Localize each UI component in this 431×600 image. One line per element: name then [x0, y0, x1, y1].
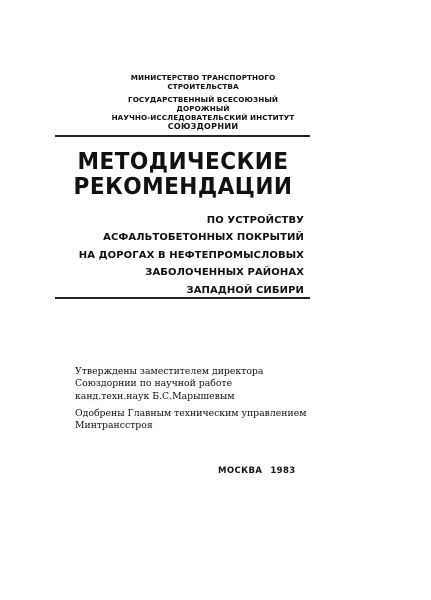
subtitle-line-2: АСФАЛЬТОБЕТОННЫХ ПОКРЫТИЙ [103, 232, 304, 244]
institute-line-2: НАУЧНО-ИССЛЕДОВАТЕЛЬСКИЙ ИНСТИТУТ [111, 113, 295, 123]
title-line-2: РЕКОМЕНДАЦИИ [73, 174, 293, 200]
approval-paragraph [75, 366, 375, 403]
issuing-organization [108, 73, 298, 132]
publication-place-year [218, 466, 328, 476]
title-line-1: МЕТОДИЧЕСКИЕ [77, 149, 289, 175]
publication-year: 1983 [270, 466, 296, 476]
subtitle-line-1: ПО УСТРОЙСТВУ [206, 215, 304, 226]
endorsement-line-2: Минтрансстроя [75, 420, 153, 432]
top-rule [55, 135, 310, 137]
endorsement-paragraph [75, 408, 375, 433]
publication-city: МОСКВА [218, 466, 263, 476]
subtitle-line-4: ЗАБОЛОЧЕННЫХ РАЙОНАХ [145, 267, 304, 279]
bottom-rule [55, 297, 310, 299]
document-title [66, 150, 301, 200]
ministry-line-2: СТРОИТЕЛЬСТВА [167, 82, 239, 92]
endorsement-line-1: Одобрены Главным техническим управлением [75, 407, 307, 419]
institute-line-1: ГОСУДАРСТВЕННЫЙ ВСЕСОЮЗНЫЙ ДОРОЖНЫЙ [128, 94, 278, 113]
approval-line-1: Утверждены заместителем директора [75, 366, 264, 377]
document-subtitle [58, 212, 304, 299]
subtitle-line-3: НА ДОРОГАХ В НЕФТЕПРОМЫСЛОВЫХ [78, 249, 304, 261]
approval-line-3: канд.техн.наук Б.С.Марышевым [75, 390, 235, 402]
ministry-line-1: МИНИСТЕРСТВО ТРАНСПОРТНОГО [130, 73, 276, 82]
subtitle-line-5: ЗАПАДНОЙ СИБИРИ [186, 284, 304, 296]
institute-short-name: СОЮЗДОРНИИ [167, 122, 239, 132]
approval-notes [75, 366, 375, 432]
approval-line-2: Союздорнии по научной работе [75, 378, 233, 390]
